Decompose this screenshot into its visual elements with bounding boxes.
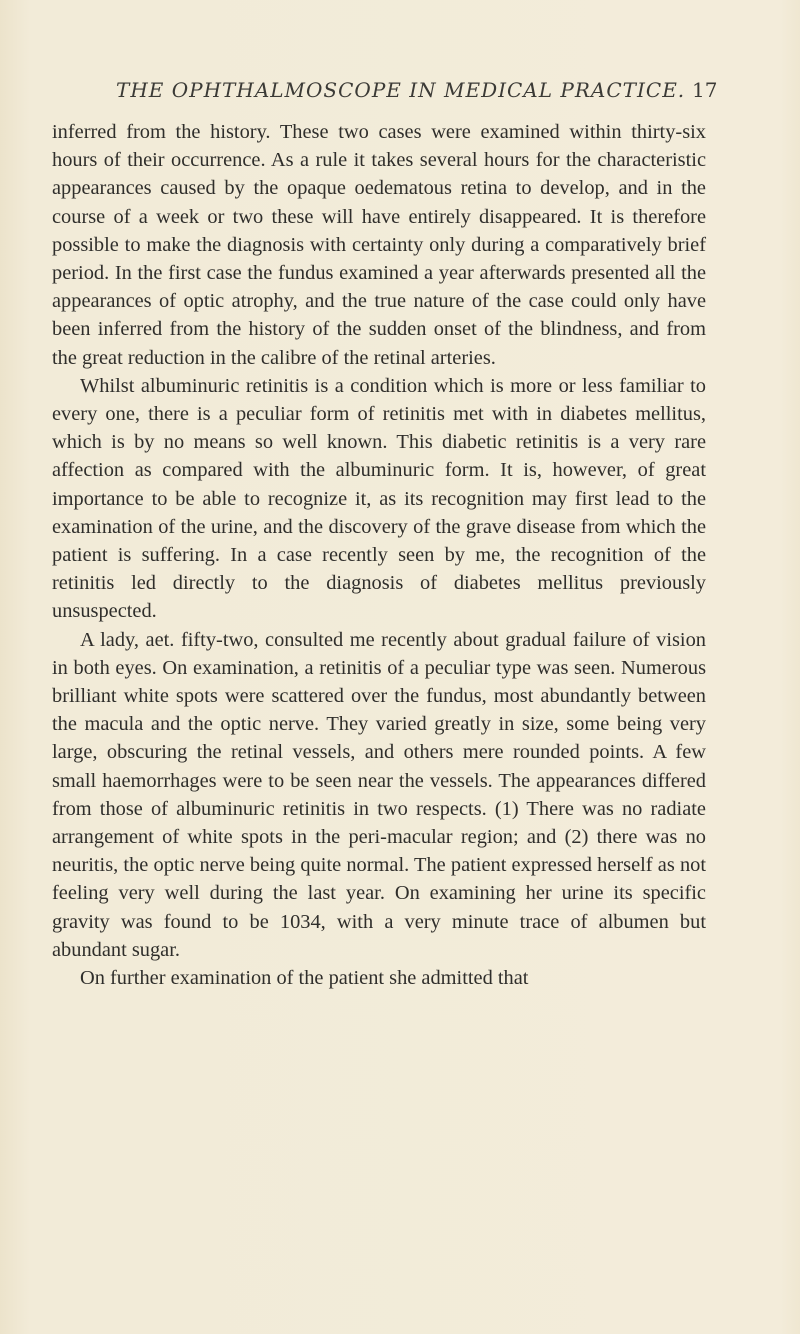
paragraph: inferred from the history. These two cases were examined within thirty-six hours of their occurrence. As a rule it takes several hours for the characteristic appearances caused by the opaque oedematous retina to develop, and in the course of a week or two these will have entirely disappeared. It is therefore possible to make the diagnosis with certainty only during a comparatively brief period. In the first case the fundus examined a year afterwards presented all the appearances of optic atrophy, and the true nature of the case could only have been inferred from the history of the sudden onset of the blindness, and from the great reduction in the calibre of the retinal arteries. (52, 121, 706, 369)
paragraph: A lady, aet. fifty-two, consulted me recently about gradual failure of vision in both eyes. On examination, a retinitis of a peculiar type was seen. Numerous brilliant white spots were scattered over the fundus, most abundantly between the macula and the optic nerve. They varied greatly in size, some being very large, obscuring the retinal vessels, and others mere rounded points. A few small haemorrhages were to be seen near the vessels. The appearances differed from those of albuminuric retinitis in two respects. (1) There was no radiate arrangement of white spots in the peri-macular region; and (2) there was no neuritis, the optic nerve being quite normal. The patient expressed herself as not feeling very well during the last year. On examining her urine its specific gravity was found to be 1034, with a very minute trace of albumen but abundant sugar. (52, 628, 706, 961)
body-text (52, 118, 706, 992)
page-number: 17 (692, 78, 718, 102)
paragraph: Whilst albuminuric retinitis is a condition which is more or less familiar to every one, there is a peculiar form of retinitis met with in diabetes mellitus, which is by no means so well known. This diabetic retinitis is a very rare affection as compared with the albuminuric form. It is, however, of great importance to be able to recognize it, as its recognition may first lead to the examination of the urine, and the discovery of the grave disease from which the patient is suffering. In a case recently seen by me, the recognition of the retinitis led directly to the diagnosis of diabetes mellitus previously unsuspected. (52, 374, 706, 623)
running-title: THE OPHTHALMOSCOPE IN MEDICAL PRACTICE. (116, 78, 686, 102)
paragraph: On further examination of the patient she admitted that (80, 967, 529, 990)
